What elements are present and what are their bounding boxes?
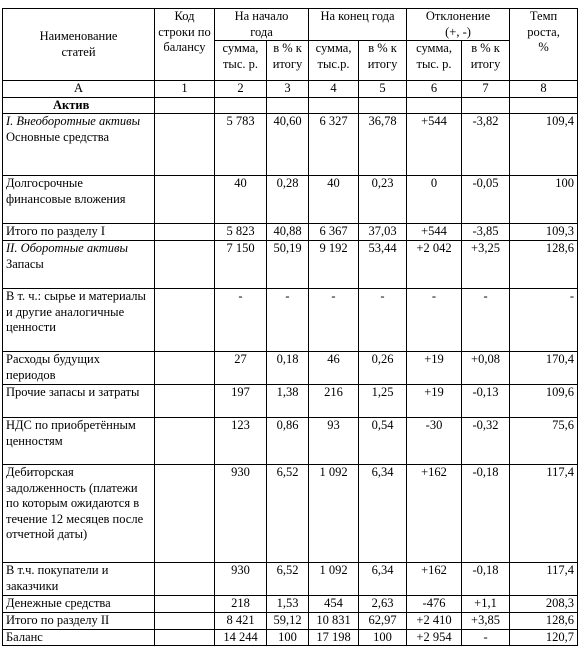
col-index: 6: [407, 81, 462, 98]
deviation-pct-cell: -3,82: [462, 114, 510, 176]
row-label-text: Итого по разделу II: [6, 613, 110, 627]
deviation-sum-cell: -476: [407, 596, 462, 613]
row-label-text: Долгосрочные финансовые вложения: [6, 176, 126, 206]
line-code-cell: [155, 114, 215, 176]
sum-end-cell: 17 198: [309, 629, 359, 646]
table-row: [3, 563, 578, 596]
deviation-pct-cell: -0,18: [462, 465, 510, 563]
deviation-pct-cell: -3,85: [462, 224, 510, 241]
sum-end-cell: 6 327: [309, 114, 359, 176]
table-row: [3, 465, 578, 563]
row-label-text: Основные средства: [6, 129, 110, 144]
line-code-cell: [155, 563, 215, 596]
growth-rate-cell: 128,6: [510, 613, 578, 630]
deviation-pct-cell: -0,32: [462, 418, 510, 465]
sum-start-cell: 218: [215, 596, 267, 613]
pct-start-cell: 6,52: [267, 465, 309, 563]
pct-end-cell: 62,97: [359, 613, 407, 630]
row-label: [3, 418, 155, 465]
growth-rate-cell: 75,6: [510, 418, 578, 465]
pct-start-cell: 1,38: [267, 385, 309, 418]
row-label-text: В т. ч.: сырье и материалы и другие аналогичные ценности: [6, 289, 146, 334]
sum-end-cell: 10 831: [309, 613, 359, 630]
table-row: [3, 224, 578, 241]
pct-end-cell: 37,03: [359, 224, 407, 241]
table-row: [3, 352, 578, 385]
deviation-sum-cell: +2 042: [407, 241, 462, 289]
deviation-pct-cell: +3,25: [462, 241, 510, 289]
pct-end-cell: 100: [359, 629, 407, 646]
pct-start-cell: 0,18: [267, 352, 309, 385]
sum-start-cell: 40: [215, 176, 267, 224]
pct-start-cell: 50,19: [267, 241, 309, 289]
header-sum-end: сумма, тыс.р.: [309, 41, 359, 81]
pct-start-cell: 1,53: [267, 596, 309, 613]
pct-end-cell: 0,23: [359, 176, 407, 224]
row-label-text: НДС по приобретённым ценностям: [6, 418, 136, 448]
header-deviation: Отклонение (+, -): [407, 9, 510, 41]
growth-rate-cell: 128,6: [510, 241, 578, 289]
col-index: 2: [215, 81, 267, 98]
row-label: [3, 629, 155, 646]
deviation-sum-cell: 0: [407, 176, 462, 224]
growth-rate-cell: 170,4: [510, 352, 578, 385]
pct-end-cell: 53,44: [359, 241, 407, 289]
pct-end-cell: 0,54: [359, 418, 407, 465]
deviation-sum-cell: -: [407, 289, 462, 352]
growth-rate-cell: -: [510, 289, 578, 352]
table-row: [3, 114, 578, 176]
growth-rate-cell: 109,6: [510, 385, 578, 418]
pct-start-cell: 0,28: [267, 176, 309, 224]
col-index: 8: [510, 81, 578, 98]
pct-start-cell: 0,86: [267, 418, 309, 465]
deviation-sum-cell: -30: [407, 418, 462, 465]
row-label-text: Расходы будущих периодов: [6, 352, 100, 382]
deviation-sum-cell: +2 954: [407, 629, 462, 646]
row-label-text: Денежные средства: [6, 596, 111, 610]
sum-end-cell: -: [309, 289, 359, 352]
header-pct-dev: в % к итогу: [462, 41, 510, 81]
header-end: На конец года: [309, 9, 407, 41]
deviation-pct-cell: +0,08: [462, 352, 510, 385]
row-label: [3, 352, 155, 385]
header-sum-dev: сумма, тыс. р.: [407, 41, 462, 81]
col-index: 4: [309, 81, 359, 98]
deviation-sum-cell: +162: [407, 465, 462, 563]
sum-start-cell: 14 244: [215, 629, 267, 646]
deviation-sum-cell: +2 410: [407, 613, 462, 630]
line-code-cell: [155, 241, 215, 289]
pct-end-cell: 36,78: [359, 114, 407, 176]
pct-start-cell: 40,88: [267, 224, 309, 241]
row-label-text: В т.ч. покупатели и заказчики: [6, 563, 109, 593]
pct-end-cell: 1,25: [359, 385, 407, 418]
sum-start-cell: 123: [215, 418, 267, 465]
line-code-cell: [155, 289, 215, 352]
deviation-pct-cell: -: [462, 289, 510, 352]
sum-end-cell: 1 092: [309, 563, 359, 596]
row-label: [3, 563, 155, 596]
table-row: [3, 176, 578, 224]
pct-start-cell: 100: [267, 629, 309, 646]
row-label-text: Прочие запасы и затраты: [6, 385, 140, 399]
col-index: 3: [267, 81, 309, 98]
sum-start-cell: 5 783: [215, 114, 267, 176]
line-code-cell: [155, 465, 215, 563]
table-row: [3, 596, 578, 613]
row-label: [3, 465, 155, 563]
section-heading: I. Внеоборотные активы: [6, 114, 141, 128]
pct-end-cell: 0,26: [359, 352, 407, 385]
row-label-text: Дебиторская задолженность (платежи по которым ожидаются в течение 12 месяцев после отчетной даты): [6, 465, 144, 541]
growth-rate-cell: 117,4: [510, 563, 578, 596]
sum-end-cell: 1 092: [309, 465, 359, 563]
pct-end-cell: -: [359, 289, 407, 352]
pct-start-cell: 40,60: [267, 114, 309, 176]
balance-table: [2, 8, 578, 646]
pct-end-cell: 6,34: [359, 563, 407, 596]
sum-start-cell: 5 823: [215, 224, 267, 241]
col-index: 1: [155, 81, 215, 98]
deviation-pct-cell: +1,1: [462, 596, 510, 613]
sum-end-cell: 93: [309, 418, 359, 465]
deviation-sum-cell: +19: [407, 385, 462, 418]
deviation-pct-cell: -: [462, 629, 510, 646]
deviation-sum-cell: +544: [407, 114, 462, 176]
sum-end-cell: 40: [309, 176, 359, 224]
line-code-cell: [155, 596, 215, 613]
col-index: 7: [462, 81, 510, 98]
line-code-cell: [155, 385, 215, 418]
table-row: [3, 241, 578, 289]
row-label: [3, 289, 155, 352]
sum-end-cell: 9 192: [309, 241, 359, 289]
row-label: [3, 385, 155, 418]
row-label: [3, 224, 155, 241]
section-heading: II. Оборотные активы: [6, 241, 128, 255]
growth-rate-cell: 117,4: [510, 465, 578, 563]
header-sum-start: сумма, тыс. р.: [215, 41, 267, 81]
col-index: А: [3, 81, 155, 98]
row-label: [3, 596, 155, 613]
row-label-text: Запасы: [6, 256, 44, 271]
table-body: [3, 114, 578, 646]
line-code-cell: [155, 176, 215, 224]
sum-start-cell: 930: [215, 465, 267, 563]
sum-start-cell: 27: [215, 352, 267, 385]
line-code-cell: [155, 613, 215, 630]
col-index: 5: [359, 81, 407, 98]
row-label: [3, 176, 155, 224]
line-code-cell: [155, 418, 215, 465]
line-code-cell: [155, 224, 215, 241]
deviation-pct-cell: -0,05: [462, 176, 510, 224]
table-row: [3, 418, 578, 465]
growth-rate-cell: 109,3: [510, 224, 578, 241]
pct-start-cell: 6,52: [267, 563, 309, 596]
deviation-sum-cell: +19: [407, 352, 462, 385]
header-start: На начало года: [215, 9, 309, 41]
sum-start-cell: -: [215, 289, 267, 352]
header-pct-end: в % к итогу: [359, 41, 407, 81]
growth-rate-cell: 100: [510, 176, 578, 224]
header-code: Код строки по балансу: [155, 9, 215, 81]
deviation-sum-cell: +162: [407, 563, 462, 596]
row-label: [3, 241, 155, 289]
sum-start-cell: 197: [215, 385, 267, 418]
line-code-cell: [155, 352, 215, 385]
growth-rate-cell: 109,4: [510, 114, 578, 176]
row-label-text: Баланс: [6, 629, 43, 644]
section-title-aktiv: Актив: [3, 97, 155, 114]
sum-start-cell: 930: [215, 563, 267, 596]
line-code-cell: [155, 629, 215, 646]
pct-start-cell: 59,12: [267, 613, 309, 630]
table-row: [3, 613, 578, 630]
pct-start-cell: -: [267, 289, 309, 352]
deviation-pct-cell: -0,18: [462, 563, 510, 596]
header-name: Наименование статей: [3, 9, 155, 81]
sum-end-cell: 6 367: [309, 224, 359, 241]
sum-end-cell: 454: [309, 596, 359, 613]
table-row: [3, 289, 578, 352]
header-pct-start: в % к итогу: [267, 41, 309, 81]
sum-start-cell: 8 421: [215, 613, 267, 630]
table-row: [3, 385, 578, 418]
row-label: [3, 114, 155, 176]
deviation-sum-cell: +544: [407, 224, 462, 241]
deviation-pct-cell: -0,13: [462, 385, 510, 418]
pct-end-cell: 6,34: [359, 465, 407, 563]
sum-end-cell: 46: [309, 352, 359, 385]
growth-rate-cell: 120,7: [510, 629, 578, 646]
growth-rate-cell: 208,3: [510, 596, 578, 613]
table-row: [3, 629, 578, 646]
sum-start-cell: 7 150: [215, 241, 267, 289]
header-growth-rate: Темп роста, %: [510, 9, 578, 81]
pct-end-cell: 2,63: [359, 596, 407, 613]
row-label-text: Итого по разделу I: [6, 224, 106, 238]
deviation-pct-cell: +3,85: [462, 613, 510, 630]
row-label: [3, 613, 155, 630]
sum-end-cell: 216: [309, 385, 359, 418]
